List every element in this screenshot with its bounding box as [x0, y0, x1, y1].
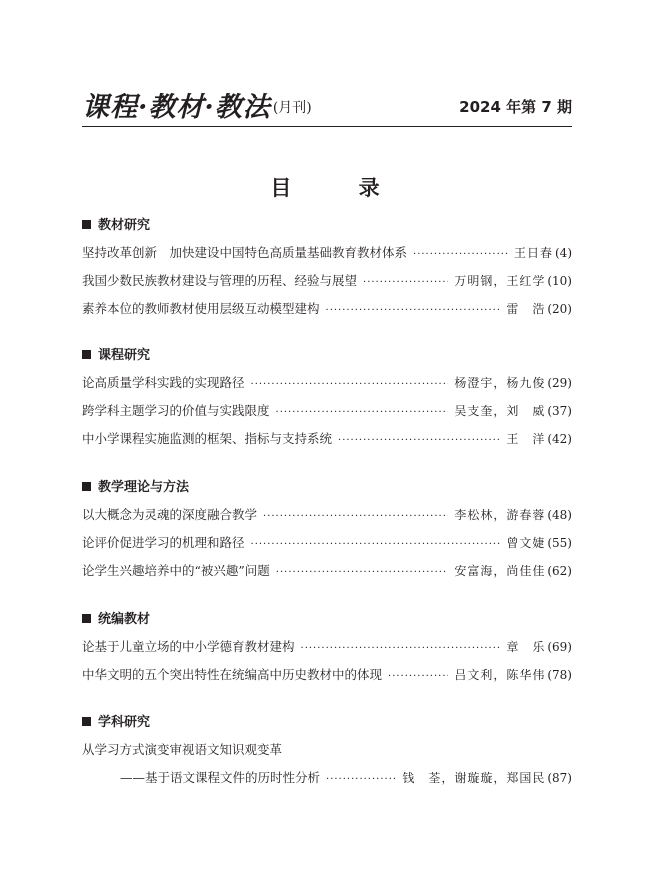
- entry-title: 跨学科主题学习的价值与实践限度: [82, 403, 270, 418]
- entry-title: 素养本位的教师教材使用层级互动模型建构: [82, 301, 320, 316]
- toc-entry[interactable]: [82, 373, 572, 401]
- dot-leader: [251, 535, 501, 555]
- section-textbook-research: [82, 216, 572, 327]
- dot-leader: [326, 301, 501, 321]
- entry-page: (20): [547, 302, 572, 316]
- dot-leader: [388, 667, 448, 687]
- toc-entry[interactable]: [82, 665, 572, 693]
- toc-entry[interactable]: [82, 561, 572, 589]
- entry-authors: 安富海，尚佳佳: [454, 564, 546, 578]
- toc-entry[interactable]: [82, 299, 572, 327]
- toc-entry[interactable]: [82, 637, 572, 665]
- entry-page: (48): [547, 508, 572, 522]
- entry-authors: 吕文利，陈华伟: [454, 668, 546, 682]
- entry-title: 我国少数民族教材建设与管理的历程、经验与展望: [82, 273, 358, 288]
- toc-entry[interactable]: [82, 243, 572, 271]
- dot-leader: [276, 403, 449, 423]
- square-bullet-icon: [82, 482, 91, 491]
- entry-title: 以大概念为灵魂的深度融合教学: [82, 507, 258, 522]
- entry-title: 坚持改革创新 加快建设中国特色高质量基础教育教材体系: [82, 245, 408, 260]
- journal-title: [82, 92, 312, 124]
- entry-authors: 王 洋: [506, 432, 546, 446]
- entry-title: 论基于儿童立场的中小学德育教材建构: [82, 639, 295, 654]
- toc-entry[interactable]: [82, 271, 572, 299]
- square-bullet-icon: [82, 220, 91, 229]
- dot-leader: [263, 507, 448, 527]
- toc-entry[interactable]: [82, 401, 572, 429]
- entry-subtitle: ——基于语文课程文件的历时性分析: [120, 770, 321, 785]
- journal-name: 课程·教材·教法: [82, 92, 271, 123]
- toc-entry[interactable]: [82, 533, 572, 561]
- entry-authors: 万明钢，王红学: [454, 274, 546, 288]
- entry-page: (78): [547, 668, 572, 682]
- issue-number: 2024 年第 7 期: [459, 98, 572, 116]
- toc-entry[interactable]: [82, 429, 572, 457]
- entry-page: (69): [547, 640, 572, 654]
- entry-authors: 李松林，游春蓉: [454, 508, 546, 522]
- dot-leader: [413, 245, 508, 265]
- journal-frequency: (月刊): [272, 100, 312, 116]
- dot-leader: [338, 431, 500, 451]
- dot-leader: [301, 639, 501, 659]
- section-heading: 教材研究: [82, 216, 572, 236]
- dot-leader: [251, 375, 449, 395]
- section-heading: 学科研究: [82, 713, 572, 733]
- dot-leader: [326, 770, 396, 790]
- entry-title: 从学习方式演变审视语文知识观变革: [82, 742, 283, 757]
- entry-authors: 雷 浩: [506, 302, 546, 316]
- section-heading: 教学理论与方法: [82, 478, 572, 498]
- entry-authors: 吴支奎，刘 威: [454, 404, 546, 418]
- entry-page: (37): [547, 404, 572, 418]
- toc-entry[interactable]: [82, 740, 572, 768]
- entry-authors: 章 乐: [506, 640, 546, 654]
- entry-authors: 曾文婕: [506, 536, 546, 550]
- entry-page: (87): [547, 771, 572, 785]
- entry-page: (4): [555, 246, 572, 260]
- square-bullet-icon: [82, 614, 91, 623]
- toc-title: 目 录: [270, 176, 410, 200]
- entry-authors: 杨澄宇，杨九俊: [454, 376, 546, 390]
- entry-title: 中华文明的五个突出特性在统编高中历史教材中的体现: [82, 667, 383, 682]
- section-heading: 课程研究: [82, 346, 572, 366]
- dot-leader: [276, 563, 449, 583]
- entry-authors: 王日春: [513, 246, 553, 260]
- section-subject-research: [82, 713, 572, 796]
- section-teaching-theory: [82, 478, 572, 589]
- entry-page: (55): [547, 536, 572, 550]
- entry-title: 中小学课程实施监测的框架、指标与支持系统: [82, 431, 333, 446]
- dot-leader: [363, 273, 448, 293]
- square-bullet-icon: [82, 717, 91, 726]
- entry-title: 论评价促进学习的机理和路径: [82, 535, 245, 550]
- entry-title: 论高质量学科实践的实现路径: [82, 375, 245, 390]
- square-bullet-icon: [82, 350, 91, 359]
- toc-entry-subtitle[interactable]: [82, 768, 572, 796]
- entry-page: (29): [547, 376, 572, 390]
- entry-page: (62): [547, 564, 572, 578]
- entry-title: 论学生兴趣培养中的“被兴趣”问题: [82, 563, 270, 578]
- journal-header: [82, 92, 572, 127]
- toc-entry[interactable]: [82, 505, 572, 533]
- entry-page: (10): [547, 274, 572, 288]
- section-unified-textbooks: [82, 610, 572, 693]
- section-heading: 统编教材: [82, 610, 572, 630]
- entry-authors: 钱 荃，谢璇璇，郑国民: [402, 771, 546, 785]
- section-curriculum-research: [82, 346, 572, 457]
- entry-page: (42): [547, 432, 572, 446]
